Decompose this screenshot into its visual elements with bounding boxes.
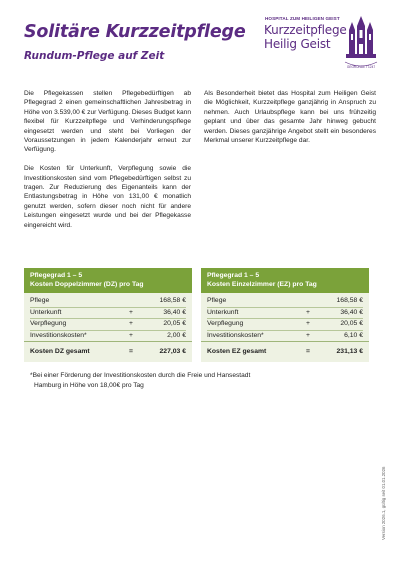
row-label: Verpflegung: [207, 320, 244, 328]
row-value: 168,58 €: [336, 297, 363, 304]
paragraph-special: Als Besonderheit bietet das Hospital zum Heiligen Geist die Möglichkeit, Kurzzeitpflege ganzjährig in Anspruch zu nehmen. Auch Urlaubspflege kann bei uns frühzeitig geplant und über das gesamte Jahr hinweg gebucht werden. Dieses ganzjährige Angebot stellt ein besonderes Merkmal unserer Kurzzeitpflege dar.: [204, 90, 376, 145]
left-text-column: [24, 89, 191, 239]
footnote-line-1: *Bei einer Förderung der Investitionskosten durch die Freie und Hansestadt: [30, 372, 251, 379]
cost-table-single-room: [201, 268, 369, 362]
table-row: [207, 331, 363, 342]
paragraph-budget: Die Pflegekassen stellen Pflegebedürftigen ab Pflegegrad 2 einen gemeinschaftlichen Jahresbetrag in Höhe von 3.539,00 € zur Verfügung. Dieses Budget kann flexibel für Kurzzeitpflege und Verhinderungspflege eingesetzt werden und steht bei Vorliegen der Voraussetzungen in jedem Kalenderjahr erneut zur Verfügung.: [24, 90, 191, 154]
row-value: 168,58 €: [159, 297, 186, 304]
table-total-row: [201, 341, 369, 362]
page-subtitle: Rundum-Pflege auf Zeit: [24, 50, 165, 62]
total-value: 231,13 €: [336, 348, 363, 356]
right-text-column: [204, 89, 376, 155]
total-label: Kosten DZ gesamt: [30, 348, 90, 356]
row-operator: +: [306, 331, 310, 339]
paragraph-costs: Die Kosten für Unterkunft, Verpflegung sowie die Investitionskosten sind vom Pflegebedürftigen selbst zu tragen. Zur Reduzierung des Eigenanteils kann der Entlastungsbetrag in Höhe von 131,00 € monatlich genutzt werden, sofern dieser noch nicht für andere Leistungen eingesetzt wurde und bei der Pflegekasse eingereicht wird.: [24, 165, 191, 229]
row-label: Investitionskosten*: [30, 331, 87, 339]
row-value: 20,05 €: [340, 320, 363, 328]
row-label: Unterkunft: [30, 308, 62, 316]
row-operator: +: [129, 320, 133, 328]
footnote-line-2: Hamburg in Höhe von 18,00€ pro Tag: [34, 381, 144, 389]
row-label: Verpflegung: [30, 320, 67, 328]
table-header: [201, 268, 369, 293]
table-row: [30, 296, 186, 308]
row-label: Unterkunft: [207, 308, 239, 316]
church-emblem-icon: [343, 16, 379, 74]
table-heading-grade: Pflegegrad 1 – 5: [207, 272, 260, 279]
row-value: 36,40 €: [340, 308, 363, 316]
row-operator: +: [306, 308, 310, 316]
table-row: [207, 296, 363, 308]
logo-emblem-text: GEGRÜNDET 1247: [346, 65, 376, 69]
page-title: Solitäre Kurzzeitpflege: [24, 22, 246, 42]
logo-top-text: HOSPITAL ZUM HEILIGEN GEIST: [265, 16, 340, 21]
row-value: 6,10 €: [344, 331, 363, 339]
total-operator: =: [129, 348, 133, 356]
table-row: [30, 308, 186, 320]
footnote: [30, 371, 360, 390]
table-row: [30, 319, 186, 331]
cost-table-double-room: [24, 268, 192, 362]
table-heading-room: Kosten Doppelzimmer (DZ) pro Tag: [30, 281, 144, 288]
table-row: [207, 319, 363, 331]
row-operator: [301, 296, 315, 307]
hospital-logo: [259, 16, 384, 74]
total-value: 227,03 €: [159, 348, 186, 356]
row-operator: [124, 296, 138, 307]
table-header: [24, 268, 192, 293]
row-label: Investitionskosten*: [207, 331, 264, 339]
row-value: 36,40 €: [163, 308, 186, 316]
row-value: 2,00 €: [167, 331, 186, 339]
table-row: [30, 331, 186, 342]
row-operator: +: [129, 331, 133, 339]
row-value: 20,05 €: [163, 320, 186, 328]
total-operator: =: [306, 348, 310, 356]
logo-line-2: Heilig Geist: [264, 37, 331, 51]
version-note: Version 2026.1, gültig seit 01.01.2026: [381, 466, 386, 540]
table-heading-room: Kosten Einzelzimmer (EZ) pro Tag: [207, 281, 317, 288]
row-label: Pflege: [30, 297, 50, 304]
logo-line-1: Kurzzeitpflege: [264, 23, 347, 37]
table-row: [207, 308, 363, 320]
row-label: Pflege: [207, 297, 227, 304]
row-operator: +: [129, 308, 133, 316]
table-heading-grade: Pflegegrad 1 – 5: [30, 272, 83, 279]
total-label: Kosten EZ gesamt: [207, 348, 267, 356]
row-operator: +: [306, 320, 310, 328]
table-total-row: [24, 341, 192, 362]
